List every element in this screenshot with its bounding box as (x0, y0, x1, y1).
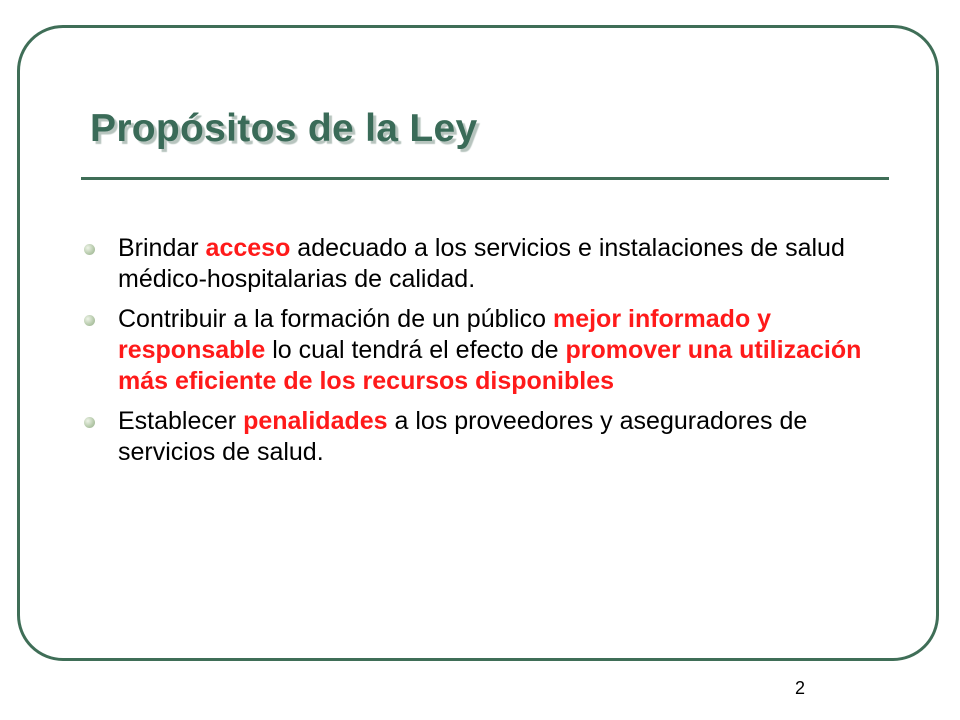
bullet-item-penalidades (78, 406, 878, 468)
highlight-text: acceso (205, 234, 291, 262)
highlight-text: promover una utilización más eficiente de los recursos disponibles (118, 336, 862, 395)
page-number: 2 (795, 678, 806, 698)
bullet-item-acceso (78, 233, 878, 295)
bullet-text: lo cual tendrá el efecto de (265, 336, 566, 364)
bullet-text: Establecer (118, 407, 244, 435)
bullet-text: Brindar (118, 234, 206, 262)
bullet-text: a los proveedores y aseguradores de servicios de salud. (118, 407, 808, 466)
bullet-text: adecuado a los servicios e instalaciones de salud médico-hospitalarias de calidad. (118, 234, 845, 293)
bullet-dot-icon (84, 417, 95, 428)
slide-title: Propósitos de la Ley (90, 107, 478, 150)
bullet-text: Contribuir a la formación de un público (118, 305, 553, 333)
bullet-dot-icon (84, 315, 95, 326)
bullet-list (78, 233, 878, 477)
bullet-item-publico (78, 304, 878, 397)
highlight-text: penalidades (243, 407, 388, 435)
title-divider (81, 177, 889, 180)
bullet-dot-icon (84, 244, 95, 255)
highlight-text: mejor informado y responsable (118, 305, 772, 364)
